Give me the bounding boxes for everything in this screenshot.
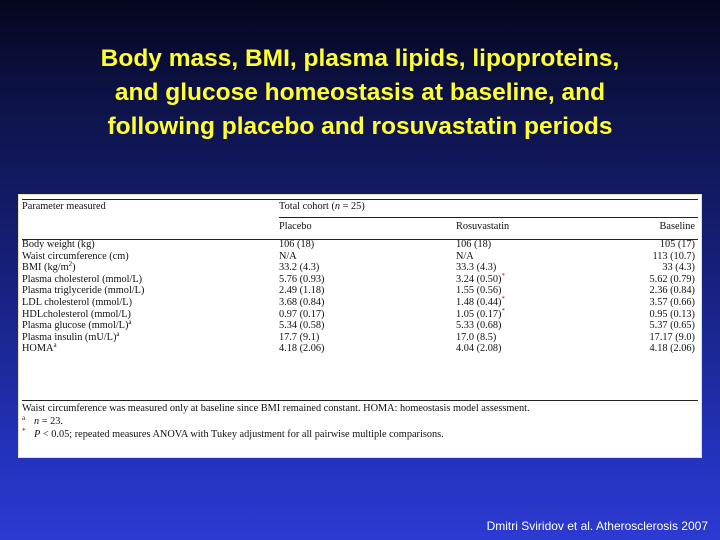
table-header-row-2 (22, 220, 698, 234)
param-header: Parameter measured (22, 201, 106, 212)
col-header-rosuvastatin: Rosuvastatin (456, 221, 510, 232)
table-row (22, 285, 698, 297)
col-header-baseline: Baseline (659, 221, 695, 232)
slide-title (20, 42, 700, 144)
rosuvastatin-cell: 33.3 (4.3) (456, 262, 497, 274)
title-line-1: Body mass, BMI, plasma lipids, lipoproteins, (100, 45, 620, 72)
rosuvastatin-cell: 1.05 (0.17)* (456, 306, 505, 320)
baseline-cell: 33 (4.3) (662, 262, 695, 274)
data-table (22, 199, 698, 355)
significance-marker: * (501, 294, 505, 303)
table-row (22, 343, 698, 355)
baseline-cell: 5.37 (0.65) (649, 320, 695, 332)
table-bottom-rule (22, 400, 698, 401)
table-row (22, 320, 698, 332)
group-header: Total cohort (n = 25) (279, 201, 365, 212)
param-cell: BMI $(kg/m^2)$ (22, 260, 76, 274)
param-cell: HOMA$^a$ (22, 341, 57, 355)
placebo-cell: 2.49 (1.18) (279, 285, 325, 297)
rosuvastatin-cell: 1.48 (0.44)* (456, 294, 505, 308)
param-cell: Body weight (kg) (22, 239, 95, 250)
baseline-cell: 17.17 (9.0) (649, 331, 695, 343)
table-row (22, 294, 698, 309)
table-body (22, 239, 698, 355)
table-header-row-1 (22, 200, 698, 214)
baseline-cell: 5.62 (0.79) (649, 273, 695, 285)
table-row (22, 306, 698, 321)
group-header-rule (279, 217, 698, 218)
param-cell: Waist circumference (cm) (22, 250, 129, 262)
param-cell: Plasma cholesterol (mmol/L) (22, 273, 143, 285)
table-row (22, 329, 698, 344)
rosuvastatin-cell: 17.0 (8.5) (456, 331, 497, 343)
baseline-cell: 2.36 (0.84) (649, 285, 695, 297)
placebo-cell: 106 (18) (279, 239, 315, 250)
table-row (22, 239, 698, 251)
baseline-cell: 0.95 (0.13) (649, 308, 695, 320)
param-cell: HDLcholesterol (mmol/L) (22, 308, 131, 320)
table-row (22, 262, 698, 274)
baseline-cell: 4.18 (2.06) (649, 343, 695, 355)
baseline-cell: 105 (17) (659, 239, 695, 250)
significance-marker: * (501, 306, 505, 315)
param-cell: Plasma glucose (mmol/L)$^a$ (22, 318, 132, 332)
param-cell: Plasma triglyceride (mmol/L) (22, 285, 145, 297)
data-table-panel (18, 194, 702, 458)
param-cell: Plasma insulin $(mU/L)^a$ (22, 329, 120, 343)
col-header-placebo: Placebo (279, 221, 312, 232)
baseline-cell: 113 (10.7) (652, 250, 695, 262)
placebo-cell: 33.2 (4.3) (279, 262, 320, 274)
param-cell: LDL cholesterol (mmol/L) (22, 296, 132, 308)
table-row (22, 271, 698, 286)
title-line-2: and glucose homeostasis at baseline, and (114, 79, 606, 106)
placebo-cell: 3.68 (0.84) (279, 296, 325, 308)
rosuvastatin-cell: 4.04 (2.08) (456, 343, 502, 355)
placebo-cell: 4.18 (2.06) (279, 343, 325, 355)
rosuvastatin-cell: N/A (456, 250, 474, 262)
table-row (22, 251, 698, 263)
significance-marker: * (501, 271, 505, 280)
placebo-cell: 17.7 (9.1) (279, 331, 320, 343)
footnote-star: * P < 0.05; repeated measures ANOVA with Tukey adjustment for all pairwise multiple comparisons. (22, 427, 444, 440)
table-footnotes (22, 402, 698, 441)
baseline-cell: 3.57 (0.66) (649, 296, 695, 308)
title-line-3: following placebo and rosuvastatin periods (107, 113, 613, 140)
footnote-main: Waist circumference was measured only at baseline since BMI remained constant. HOMA: homeostasis model assessment. (22, 403, 530, 414)
placebo-cell: N/A (279, 250, 297, 262)
placebo-cell: 5.76 (0.93) (279, 273, 325, 285)
footnote-a: $^a$ n = 23. (22, 414, 63, 427)
rosuvastatin-cell: 1.55 (0.56) (456, 285, 502, 297)
placebo-cell: 0.97 (0.17) (279, 308, 325, 320)
rosuvastatin-cell: 5.33 (0.68) (456, 320, 502, 332)
citation: Dmitri Sviridov et al. Atherosclerosis 2007 (486, 519, 708, 533)
placebo-cell: 5.34 (0.58) (279, 320, 325, 332)
rosuvastatin-cell: 3.24 (0.50)* (456, 271, 505, 285)
rosuvastatin-cell: 106 (18) (456, 239, 492, 250)
